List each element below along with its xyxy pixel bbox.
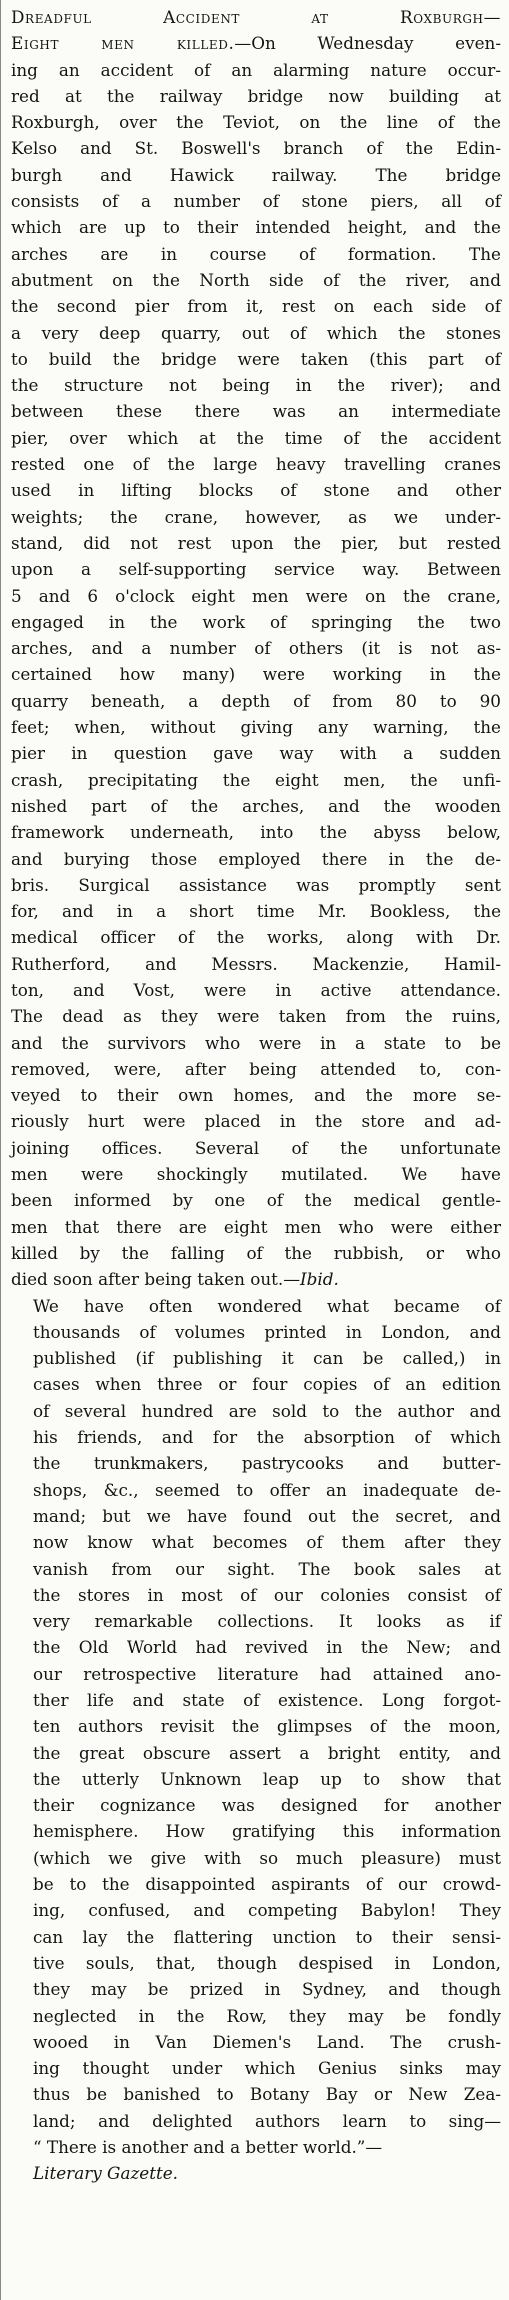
text-line: quarry beneath, a depth of from 80 to 90 <box>11 690 501 711</box>
text-line: ing, confused, and competing Babylon! They <box>33 1900 501 1921</box>
article-source: Ibid. <box>300 1269 339 1290</box>
text-line: arches are in course of formation. The <box>11 243 501 264</box>
text-line: the second pier from it, rest on each side of <box>11 296 501 317</box>
article-body <box>11 57 501 1267</box>
text-line: 5 and 6 o'clock eight men were on the crane, <box>11 585 501 606</box>
text-line: killed by the falling of the rubbish, or who <box>11 1242 501 1263</box>
text-line: land; and delighted authors learn to sing— <box>33 2110 501 2131</box>
text-line: rested one of the large heavy travelling cranes <box>11 454 501 475</box>
article-colonial-book-sales <box>11 1293 501 2187</box>
text-line: shops, &c., seemed to offer an inadequate de- <box>33 1479 501 1500</box>
article-subheading: Eight men killed. <box>11 33 235 54</box>
article-heading: Dreadful Accident at Roxburgh— <box>11 7 501 27</box>
text-line: his friends, and for the absorption of which <box>33 1427 501 1448</box>
text-line: and burying those employed there in the de- <box>11 848 501 869</box>
text-line: published (if publishing it can be called,) in <box>33 1348 501 1369</box>
text-line: stand, did not rest upon the pier, but rested <box>11 532 501 553</box>
text-line: ther life and state of existence. Long forgot- <box>33 1690 501 1710</box>
text-line: a very deep quarry, out of which the stones <box>11 322 501 343</box>
text-line: hemisphere. How gratifying this information <box>33 1821 501 1842</box>
text-line: the utterly Unknown leap up to show that <box>33 1768 501 1789</box>
text-line: men were shockingly mutilated. We have <box>11 1164 501 1185</box>
text-line: ing thought under which Genius sinks may <box>33 2058 501 2079</box>
text-line: thus be banished to Botany Bay or New Zea- <box>33 2084 501 2105</box>
text-line: burgh and Hawick railway. The bridge <box>11 164 501 185</box>
text-line: and the survivors who were in a state to be <box>11 1032 501 1053</box>
text-line: Rutherford, and Messrs. Mackenzie, Hamil- <box>11 953 501 974</box>
text-line: weights; the crane, however, as we under- <box>11 506 501 527</box>
text-line: wooed in Van Diemen's Land. The crush- <box>33 2031 501 2052</box>
article-source: Literary Gazette. <box>33 2163 178 2184</box>
text-line: cases when three or four copies of an edition <box>33 1374 501 1395</box>
text-line: of several hundred are sold to the author and <box>33 1400 501 1421</box>
text-line: pier, over which at the time of the accident <box>11 427 501 448</box>
text-line: Kelso and St. Boswell's branch of the Edin- <box>11 138 501 159</box>
text-line: the trunkmakers, pastrycooks and butter- <box>33 1453 501 1474</box>
text-line: now know what becomes of them after they <box>33 1532 501 1553</box>
text-line: removed, were, after being attended to, con- <box>11 1058 501 1079</box>
text-line: can lay the flattering unction to their sensi- <box>33 1926 501 1947</box>
text-line: tive souls, that, though despised in London, <box>33 1952 501 1973</box>
text-line: certained how many) were working in the <box>11 664 501 685</box>
article-body-start: —On Wednesday even- <box>234 33 501 54</box>
text-line: used in lifting blocks of stone and other <box>11 480 501 501</box>
text-line: be to the disappointed aspirants of our crowd- <box>33 1874 501 1895</box>
text-line: been informed by one of the medical gentle- <box>11 1190 501 1211</box>
text-line: veyed to their own homes, and the more se- <box>11 1085 501 1106</box>
text-line: our retrospective literature had attained ano- <box>33 1663 501 1684</box>
text-line: upon a self-supporting service way. Between <box>11 559 501 580</box>
text-line: red at the railway bridge now building at <box>11 85 501 106</box>
text-line: Roxburgh, over the Teviot, on the line of the <box>11 112 501 133</box>
article-body <box>11 1293 501 2161</box>
text-line: their cognizance was designed for another <box>33 1795 501 1816</box>
text-line: nished part of the arches, and the wooden <box>11 795 501 816</box>
text-line: mand; but we have found out the secret, and <box>33 1505 501 1526</box>
text-line: joining offices. Several of the unfortunate <box>11 1137 501 1158</box>
text-line: engaged in the work of springing the two <box>11 611 501 632</box>
text-line: crash, precipitating the eight men, the unfi- <box>11 769 501 790</box>
text-line: neglected in the Row, they may be fondly <box>33 2005 501 2026</box>
text-line: The dead as they were taken from the ruins, <box>11 1006 501 1027</box>
text-line: very remarkable collections. It looks as if <box>33 1611 501 1632</box>
text-line: riously hurt were placed in the store and ad- <box>11 1111 501 1132</box>
text-line: abutment on the North side of the river, and <box>11 269 501 290</box>
text-line: ing an accident of an alarming nature occur- <box>11 59 501 80</box>
article-last-line <box>11 1266 501 1292</box>
text-line: medical officer of the works, along with Dr. <box>11 927 501 948</box>
text-line: the Old World had revived in the New; and <box>33 1637 501 1658</box>
text-line: thousands of volumes printed in London, and <box>33 1321 501 1342</box>
article-heading-continued <box>11 30 501 56</box>
text-line: the great obscure assert a bright entity, and <box>33 1742 501 1763</box>
text-line: the stores in most of our colonies consist of <box>33 1584 501 1605</box>
text-line: they may be prized in Sydney, and though <box>33 1979 501 2000</box>
text-line: for, and in a short time Mr. Bookless, the <box>11 901 501 922</box>
text-line: arches, and a number of others (it is not as- <box>11 638 501 659</box>
text-line: consists of a number of stone piers, all of <box>11 191 501 212</box>
article-roxburgh-accident <box>11 4 501 1293</box>
text-line: to build the bridge were taken (this part of <box>11 348 501 369</box>
text-line: (which we give with so much pleasure) must <box>33 1847 501 1868</box>
text-line: bris. Surgical assistance was promptly sent <box>11 874 501 895</box>
text-line: the structure not being in the river); and <box>11 375 501 396</box>
text-line: pier in question gave way with a sudden <box>11 743 501 764</box>
text-line: between these there was an intermediate <box>11 401 501 422</box>
article-last-text: died soon after being taken out.— <box>11 1269 301 1290</box>
text-line: “ There is another and a better world.”— <box>33 2137 383 2158</box>
text-line: ten authors revisit the glimpses of the moon, <box>33 1716 501 1737</box>
text-line: vanish from our sight. The book sales at <box>33 1558 501 1579</box>
text-line: ton, and Vost, were in active attendance. <box>11 979 501 1000</box>
text-line: framework underneath, into the abyss below, <box>11 822 501 843</box>
text-line: which are up to their intended height, and the <box>11 217 501 238</box>
text-line: men that there are eight men who were either <box>11 1216 501 1237</box>
text-line: feet; when, without giving any warning, the <box>11 717 501 738</box>
text-line: We have often wondered what became of <box>33 1295 501 1316</box>
